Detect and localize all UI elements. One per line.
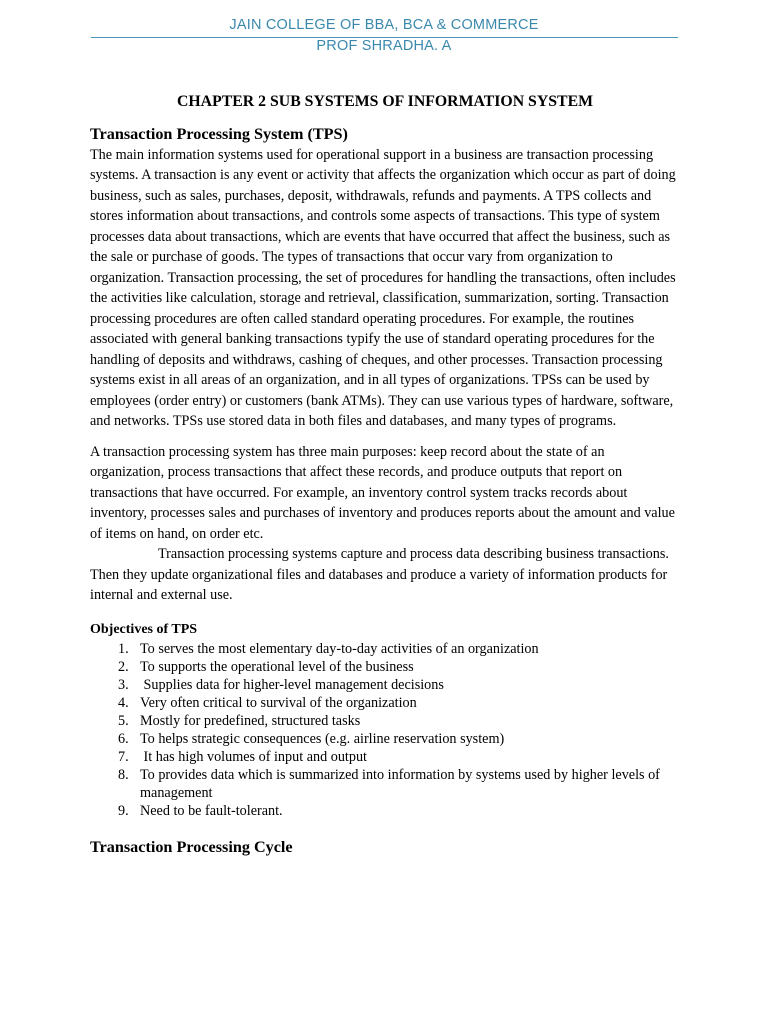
- header-college-name: JAIN COLLEGE OF BBA, BCA & COMMERCE: [229, 17, 539, 33]
- list-item-text: To helps strategic consequences (e.g. airline reservation system): [140, 730, 505, 747]
- objectives-title: Objectives of TPS: [90, 621, 198, 637]
- list-item-text: It has high volumes of input and output: [140, 748, 367, 765]
- list-item-text: To serves the most elementary day-to-day activities of an organization: [140, 640, 539, 657]
- list-item-text: To supports the operational level of the business: [140, 658, 414, 675]
- list-item-text: To provides data which is summarized into information by systems used by higher levels of management: [140, 766, 660, 801]
- objectives-list: [90, 640, 680, 820]
- list-number: 9.: [118, 802, 129, 819]
- list-item-text: Supplies data for higher-level management decisions: [140, 676, 444, 693]
- list-item-text: Very often critical to survival of the organization: [140, 694, 417, 711]
- list-item-text: Mostly for predefined, structured tasks: [140, 712, 361, 729]
- list-item: [90, 712, 680, 730]
- list-number: 6.: [118, 730, 129, 747]
- list-item: [90, 730, 680, 748]
- list-item: [90, 748, 680, 766]
- list-number: 2.: [118, 658, 129, 675]
- paragraph-tps-capture: Transaction processing systems capture and process data describing business transactions. Then they update organizational files and databases and produce a variety of information products for internal and external use.: [90, 546, 669, 603]
- paragraph-tps-intro: The main information systems used for operational support in a business are transaction processing systems. A transaction is any event or activity that affects the organization which occur as part of doing business, such as sales, purchases, deposit, withdrawals, refunds and payments. A TPS collects and stores information about transactions, and controls some aspects of transactions. This type of system processes data about transactions, which are events that have occurred that affect the business, such as the sale or purchase of goods. The types of transactions that occur vary from organization to organization. Transaction processing, the set of procedures for handling the transactions, often includes the activities like calculation, storage and retrieval, classification, summarization, sorting. Transaction processing procedures are often called standard operating procedures. For example, the routines associated with general banking transactions typify the use of standard operating procedures for the handling of deposits and withdraws, cashing of cheques, and other processes. Transaction processing systems exist in all areas of an organization, and in all types of organizations. TPSs can be used by employees (order entry) or customers (bank ATMs). They can use various types of hardware, software, and networks. TPSs use stored data in both files and databases, and many types of programs.: [90, 146, 676, 429]
- list-item: [90, 802, 680, 820]
- list-number: 3.: [118, 676, 129, 693]
- paragraph-tps-purposes: A transaction processing system has three main purposes: keep record about the state of an organization, process transactions that affect these records, and produce outputs that report on transactions that have occurred. For example, an inventory control system tracks records about inventory, processes sales and purchases of inventory and produces reports about the amount and value of items on hand, on order etc.: [90, 443, 675, 542]
- chapter-title: CHAPTER 2 SUB SYSTEMS OF INFORMATION SYSTEM: [176, 93, 594, 110]
- list-item: [90, 694, 680, 712]
- list-item: [90, 766, 680, 802]
- list-item: [90, 640, 680, 658]
- header-author: PROF SHRADHA. A: [316, 38, 452, 54]
- document-body: [90, 92, 680, 858]
- list-number: 8.: [118, 766, 129, 783]
- list-number: 1.: [118, 640, 129, 657]
- list-number: 5.: [118, 712, 129, 729]
- list-item-text: Need to be fault-tolerant.: [140, 802, 283, 819]
- list-number: 4.: [118, 694, 129, 711]
- list-item: [90, 676, 680, 694]
- list-item: [90, 658, 680, 676]
- list-number: 7.: [118, 748, 129, 765]
- section-title-tps: Transaction Processing System (TPS): [90, 124, 348, 143]
- section-title-cycle: Transaction Processing Cycle: [90, 837, 293, 856]
